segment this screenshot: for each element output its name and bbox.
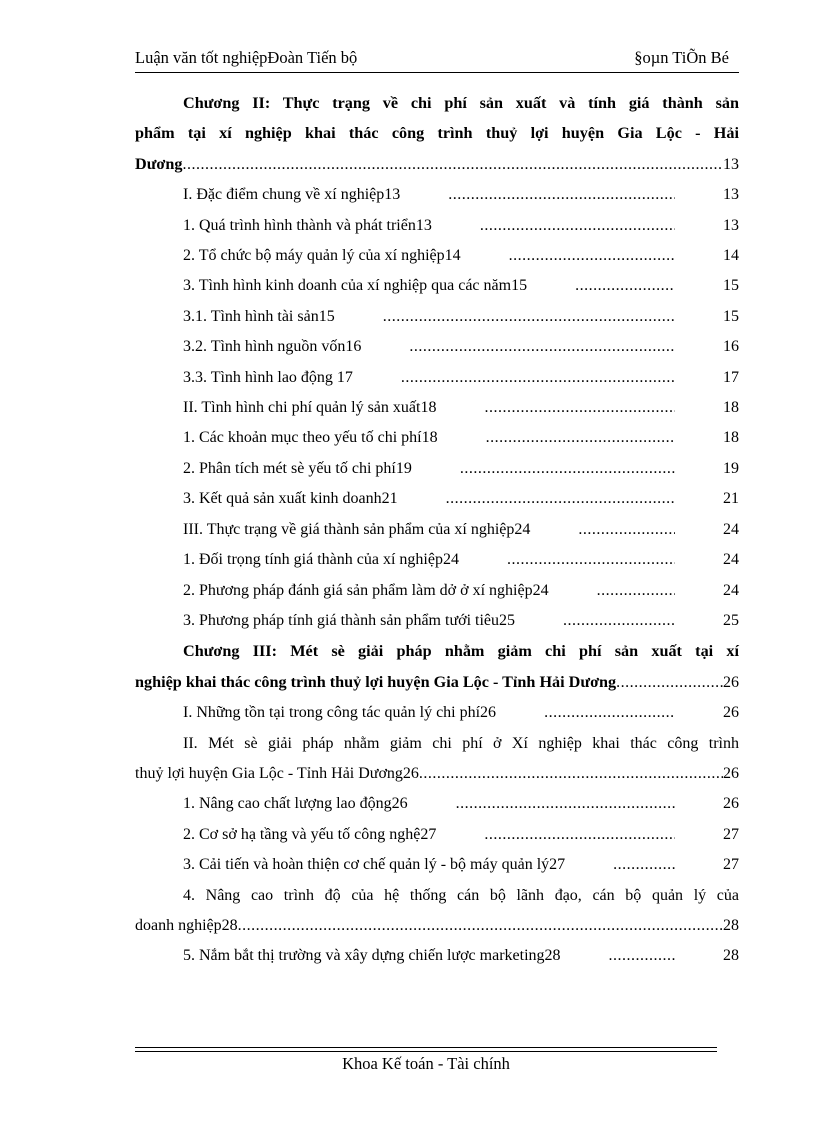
- toc-page-number: 28: [723, 916, 739, 934]
- toc-leader-dots: [549, 576, 675, 606]
- toc-leader-dots: [436, 820, 675, 850]
- toc-leader-dots: [459, 545, 675, 575]
- toc-leader-dots: [412, 454, 675, 484]
- toc-page-number: 15: [723, 307, 739, 325]
- toc-chapter-2-line-3[interactable]: [135, 149, 739, 180]
- toc-entry-text: 1. Đối trọng tính giá thành của xí nghiệp24: [183, 551, 459, 569]
- toc-entry-text: 3. Kết quả sản xuất kinh doanh21: [183, 490, 398, 508]
- toc-page-number: 18: [723, 399, 739, 417]
- toc-entry-text: 2. Phân tích mét sè yếu tố chi phí19: [183, 459, 412, 477]
- toc-page-number: 18: [723, 429, 739, 447]
- toc-entry-line-1[interactable]: 4. Nâng cao trình độ của hệ thống cán bộ lãnh đạo, cán bộ quản lý của: [183, 886, 739, 904]
- footer-rule: [135, 1047, 717, 1048]
- header-rule: [135, 72, 739, 73]
- toc-leader-dots: [432, 211, 675, 241]
- toc-entry-text: 5. Nắm bắt thị trường và xây dựng chiến lược marketing28: [183, 947, 561, 965]
- toc-entry-text: 2. Tổ chức bộ máy quản lý của xí nghiệp14: [183, 247, 461, 265]
- toc-leader-dots: [561, 941, 675, 971]
- toc-leader-dots: [616, 668, 723, 698]
- toc-entry[interactable]: [135, 850, 739, 880]
- toc-page-number: 14: [723, 247, 739, 265]
- toc-leader-dots: [461, 241, 675, 271]
- toc-entry[interactable]: [135, 545, 739, 575]
- toc-chapter-2-line-2[interactable]: phẩm tại xí nghiệp khai thác công trình thuỷ lợi huyện Gia Lộc - Hải: [135, 124, 739, 143]
- toc-entry[interactable]: [135, 241, 739, 271]
- toc-entry-text: I. Đặc điểm chung về xí nghiệp13: [183, 186, 401, 204]
- toc-entry-text: I. Những tồn tại trong công tác quản lý chi phí26: [183, 704, 497, 722]
- toc-entry-text: 3. Cải tiến và hoàn thiện cơ chế quản lý - bộ máy quản lý27: [183, 856, 566, 874]
- toc-entry[interactable]: [135, 271, 739, 301]
- toc-page-number: 16: [723, 338, 739, 356]
- toc-entry[interactable]: [135, 484, 739, 514]
- toc-leader-dots: [238, 911, 723, 941]
- toc-page-number: 17: [723, 368, 739, 386]
- toc-chapter-2-line-1[interactable]: Chương II: Thực trạng về chi phí sản xuất và tính giá thành sản: [183, 94, 739, 112]
- header-left-title: Luận văn tốt nghiệpĐoàn Tiến bộ: [135, 48, 358, 67]
- toc-entry[interactable]: [135, 698, 739, 728]
- toc-page-number: 27: [723, 825, 739, 843]
- page-header: [135, 48, 739, 72]
- toc-page-number: 27: [723, 856, 739, 874]
- toc-entry[interactable]: [135, 606, 739, 636]
- toc-entry-text: III. Thực trạng về giá thành sản phẩm của xí nghiệp24: [183, 520, 531, 538]
- toc-leader-dots: [438, 423, 675, 453]
- toc-leader-dots: [436, 393, 675, 423]
- toc-entry-text: 3.1. Tình hình tài sản15: [183, 307, 335, 325]
- toc-entry-text: 3. Tình hình kinh doanh của xí nghiệp qua các năm15: [183, 277, 528, 295]
- toc-entry[interactable]: [135, 515, 739, 545]
- toc-page-number: 13: [723, 216, 739, 234]
- toc-entry[interactable]: [135, 576, 739, 606]
- toc-page-number: 21: [723, 490, 739, 508]
- toc-leader-dots: [408, 789, 675, 819]
- toc-page-number: 26: [723, 704, 739, 722]
- toc-page-number: 13: [723, 155, 739, 173]
- toc-leader-dots: [335, 302, 675, 332]
- toc-entry[interactable]: [135, 332, 739, 362]
- toc-entry-text: 1. Nâng cao chất lượng lao động26: [183, 795, 408, 813]
- toc-leader-dots: [530, 515, 675, 545]
- toc-entry[interactable]: [135, 789, 739, 819]
- toc-leader-dots: [398, 484, 675, 514]
- toc-leader-dots: [353, 363, 675, 393]
- toc-entry-text: 1. Quá trình hình thành và phát triển13: [183, 216, 432, 234]
- toc-page-number: 28: [723, 947, 739, 965]
- toc-entry[interactable]: [135, 423, 739, 453]
- toc-entry-line-1[interactable]: II. Mét sè giải pháp nhằm giảm chi phí ở Xí nghiệp khai thác công trình: [183, 734, 739, 752]
- toc-entry-text: 3.3. Tình hình lao động 17: [183, 368, 353, 386]
- toc-leader-dots: [419, 759, 723, 789]
- toc-page-number: 24: [723, 551, 739, 569]
- toc-page-number: 13: [723, 186, 739, 204]
- toc-entry-text: 1. Các khoản mục theo yếu tố chi phí18: [183, 429, 438, 447]
- toc-entry[interactable]: [135, 363, 739, 393]
- toc-page-number: 24: [723, 520, 739, 538]
- toc-leader-dots: [182, 150, 723, 180]
- toc-page-number: 19: [723, 459, 739, 477]
- toc-chapter-3-line-2[interactable]: [135, 667, 739, 698]
- toc-entry[interactable]: [135, 454, 739, 484]
- toc-entry[interactable]: [135, 941, 739, 971]
- toc-entry[interactable]: [135, 393, 739, 423]
- toc-page-number: 24: [723, 581, 739, 599]
- toc-leader-dots: [361, 332, 675, 362]
- footer-rule: [135, 1051, 717, 1052]
- toc-leader-dots: [527, 271, 675, 301]
- toc-leader-dots: [496, 698, 675, 728]
- toc-entry[interactable]: [135, 211, 739, 241]
- toc-leader-dots: [565, 850, 675, 880]
- toc-entry-text: 3.2. Tình hình nguồn vốn16: [183, 338, 362, 356]
- toc-entry-line-2[interactable]: [135, 759, 739, 789]
- toc-leader-dots: [400, 180, 675, 210]
- toc-page-number: 25: [723, 611, 739, 629]
- page-footer: Khoa Kế toán - Tài chính: [342, 1054, 510, 1073]
- toc-entry-text: 2. Phương pháp đánh giá sản phẩm làm dở ở xí nghiệp24: [183, 581, 549, 599]
- toc-entry-text: doanh nghiệp28: [135, 916, 238, 934]
- toc-entry-text: II. Tình hình chi phí quản lý sản xuất18: [183, 399, 437, 417]
- toc-entry[interactable]: [135, 302, 739, 332]
- toc-page-number: 26: [723, 764, 739, 782]
- toc-entry-text: thuỷ lợi huyện Gia Lộc - Tỉnh Hải Dương26: [135, 764, 419, 782]
- toc-entry-text: 3. Phương pháp tính giá thành sản phẩm tưới tiêu25: [183, 611, 516, 629]
- toc-entry-text: nghiệp khai thác công trình thuỷ lợi huyện Gia Lộc - Tỉnh Hải Dương: [135, 672, 617, 691]
- toc-entry-text: 2. Cơ sở hạ tầng và yếu tố công nghệ27: [183, 825, 437, 843]
- toc-page-number: 15: [723, 277, 739, 295]
- toc-entry-line-2[interactable]: [135, 911, 739, 941]
- toc-entry-text: Dương: [135, 154, 183, 173]
- header-right-author: §oµn TiÕn Bé: [634, 48, 729, 67]
- toc-entry[interactable]: [135, 820, 739, 850]
- toc-entry[interactable]: [135, 180, 739, 210]
- table-of-contents: [135, 88, 739, 972]
- toc-leader-dots: [515, 606, 675, 636]
- toc-chapter-3-line-1[interactable]: Chương III: Mét sè giải pháp nhằm giảm chi phí sản xuất tại xí: [183, 642, 739, 661]
- toc-page-number: 26: [723, 795, 739, 813]
- toc-page-number: 26: [723, 673, 739, 691]
